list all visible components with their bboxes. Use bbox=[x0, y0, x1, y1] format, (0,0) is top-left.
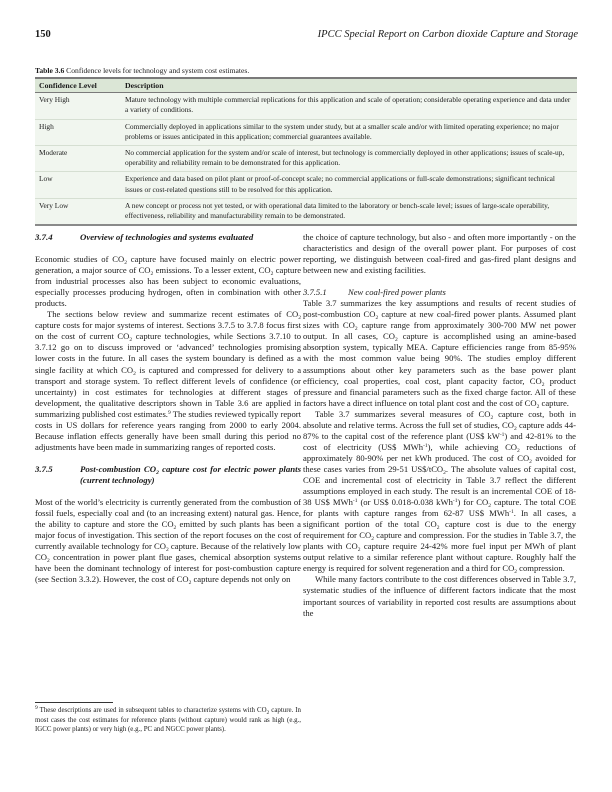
text-run: capture. bbox=[539, 397, 569, 408]
table-row bbox=[35, 198, 577, 225]
subscript: 2 bbox=[173, 525, 177, 532]
subscript: 2 bbox=[375, 315, 379, 322]
subscript: 2 bbox=[124, 260, 127, 267]
text-run: Post-combustion CO bbox=[80, 463, 157, 474]
footnote bbox=[35, 706, 301, 735]
table-row bbox=[35, 172, 577, 198]
text-run: . The absolute values of capital cost, COE and incremental cost of electricity in Table 3.7 reflect the different assumptions employed in each study. The result is an incremental COE of 18-38 US$ MWh bbox=[303, 463, 576, 508]
superscript: -1 bbox=[423, 442, 428, 449]
spacer bbox=[35, 243, 301, 254]
text-run: is captured and compressed for delivery to a transport and storage system. To reflect different levels of confidence (or uncertainty) in cost estimates for technologies at different stages of development, the qualitative descriptors shown in Table 3.6 are applied in summarizing published cost estimates. bbox=[35, 364, 302, 419]
subscript: 2 bbox=[133, 370, 136, 377]
superscript: -1 bbox=[452, 498, 458, 505]
description-cell: Mature technology with multiple commercial replications for this application and scale of operation; considerable operating experience and data under a variety of conditions. bbox=[125, 95, 571, 115]
paragraph bbox=[35, 497, 301, 585]
text-run: emitted by such plants has been a major focus of investigation. This section of the report focuses on the cost of currently available technology for CO bbox=[35, 519, 301, 552]
section-heading-3-7-5 bbox=[35, 464, 301, 486]
subscript: 2 bbox=[394, 337, 398, 344]
subscript: 2 bbox=[529, 458, 532, 465]
text-run: capture technologies, while Sections 3.7.10 to 3.7.12 go on to discuss improved or ‘advanced’ technologies promising lower costs in the future. In all cases the system boundary is defined as a single facility at which CO bbox=[35, 331, 301, 375]
subscript: 2 bbox=[436, 525, 440, 532]
paragraph bbox=[35, 254, 301, 309]
subscript: 2 bbox=[517, 447, 520, 454]
text-run: ), while achieving CO bbox=[427, 441, 518, 452]
text-run: capture. Because of the relatively low CO bbox=[35, 541, 301, 563]
section-heading-3-7-4 bbox=[35, 232, 301, 243]
table-row bbox=[35, 119, 577, 145]
description-cell: Commercially deployed in applications similar to the system under study, but at a smaller scale and/or with limited operating experience; no major problems or issues anticipated in this application; commercial guarantees available. bbox=[125, 121, 559, 141]
subscript: 2 bbox=[298, 315, 301, 322]
table-header-row bbox=[35, 78, 577, 93]
left-column bbox=[35, 232, 301, 585]
text-run: The studies reviewed typically report costs in US dollars for reference years ranging from 2000 to early 2004. Because inflation effects generally have been small during this period no adjustments have been made in summarizing ranges of reported costs. bbox=[35, 408, 301, 452]
section-title bbox=[80, 464, 301, 486]
text-run: concentration in power plant flue gases, chemical absorption systems have been the dominant technology of interest for post-combustion capture (see Section 3.3.2). However, the cost of CO bbox=[35, 552, 301, 585]
text-run: capture depends not only on bbox=[191, 574, 291, 585]
text-run: capture cost is due to the energy requirement for CO bbox=[303, 519, 576, 541]
footnote-divider bbox=[35, 702, 113, 703]
subscript: 2 bbox=[443, 469, 446, 476]
footnote-reference[interactable]: 9 bbox=[167, 409, 171, 416]
subscript: 2 bbox=[354, 326, 358, 333]
superscript: -1 bbox=[509, 509, 514, 516]
section-title: Overview of technologies and systems evaluated bbox=[80, 232, 254, 242]
text-run: capture cost, both in absolute and relative terms. Across the full set of studies, CO bbox=[303, 408, 576, 430]
text-run: ) for CO bbox=[457, 497, 489, 508]
subscript: 2 bbox=[541, 381, 545, 388]
subscript: 2 bbox=[150, 271, 154, 278]
table-row bbox=[35, 93, 577, 119]
subscript: 2 bbox=[129, 337, 133, 344]
column-header-level: Confidence Level bbox=[39, 81, 97, 90]
paragraph bbox=[35, 309, 301, 453]
running-header: IPCC Special Report on Carbon dioxide Capture and Storage bbox=[317, 29, 578, 40]
table-caption bbox=[35, 66, 249, 75]
subsection-heading-3-7-5-1 bbox=[303, 287, 576, 298]
page-number: 150 bbox=[35, 29, 51, 40]
description-cell: No commercial application for the system and/or scale of interest, but technology is commercially deployed in other applications; issues of scale-up, operability and reliability remain to be demonstrated for this application. bbox=[125, 148, 565, 168]
subscript: 2 bbox=[357, 547, 361, 554]
text-run: capture adds 44-87% to the capital cost of the reference plant (US$ kW bbox=[303, 419, 576, 441]
subsection-title: New coal-fired power plants bbox=[348, 287, 446, 298]
text-run: emissions. To a lesser extent, CO bbox=[153, 265, 271, 276]
section-number: 3.7.4 bbox=[35, 232, 53, 242]
spacer bbox=[35, 486, 301, 497]
confidence-level-cell: Low bbox=[39, 174, 53, 184]
subscript: 2 bbox=[270, 271, 274, 278]
description-cell: A new concept or process not yet tested, or with operational data limited to the laboratory or bench-scale level; issues of large-scale operability, effectiveness, reliability and manufacturability remain to be demonstrated. bbox=[125, 200, 550, 221]
subscript: 2 bbox=[266, 710, 270, 716]
text-run: product pressure and financial parameters such as the fixed charge factor. All of these factors have a direct influence on total plant cost and the cost of CO bbox=[303, 375, 576, 408]
confidence-level-cell: Very High bbox=[39, 95, 70, 105]
subscript: 2 bbox=[371, 536, 374, 543]
subscript: 2 bbox=[488, 503, 491, 510]
subscript: 2 bbox=[188, 580, 192, 587]
table-caption-text: Confidence levels for technology and system cost estimates. bbox=[64, 66, 250, 75]
text-run: capture costs for major systems of interest. Sections 3.7.5 to 3.7.8 focus first on the cost of current CO bbox=[35, 320, 301, 342]
text-run: capture have focused mainly on electric power generation, a major source of CO bbox=[35, 254, 301, 276]
subscript: 2 bbox=[490, 414, 494, 421]
text-run: ) and 42-81% to the cost of electricity (US$ MWh bbox=[303, 430, 576, 452]
subscript: 2 bbox=[514, 425, 517, 432]
text-run: capture at new coal-fired power plants. Assumed plant sizes with CO bbox=[303, 309, 576, 331]
text-run: reductions of approximately 80-90% per net kWh produced. The cost of CO bbox=[303, 441, 576, 463]
confidence-level-cell: Moderate bbox=[39, 148, 68, 158]
text-run: Table 3.7 summarizes the key assumptions and results of recent studies of post-combustion CO bbox=[303, 298, 576, 320]
text-run: compression. bbox=[517, 563, 565, 574]
text-run: capture from industrial processes also has been subject to economic evaluations, especially processes producing hydrogen, often in combination with other products. bbox=[35, 265, 302, 309]
description-cell: Experience and data based on pilot plant or proof-of-concept scale; no commercial applications or full-scale demonstrations; significant technical issues or cost-related questions still to be resolved for this application. bbox=[125, 174, 555, 194]
text-run: capture cost for electric power plants (current technology) bbox=[80, 463, 302, 485]
text-run: The sections below review and summarize recent estimates of CO bbox=[47, 309, 299, 320]
text-run: These descriptions are used in subsequent tables to characterize systems with CO bbox=[37, 707, 267, 714]
spacer bbox=[303, 276, 576, 287]
footnote-mark: 9 bbox=[35, 705, 38, 711]
confidence-level-cell: High bbox=[39, 121, 54, 131]
text-run: Economic studies of CO bbox=[35, 254, 125, 265]
spacer bbox=[35, 453, 301, 464]
text-run: Most of the world’s electricity is currently generated from the combustion of fossil fuels, especially coal and (to an increasing extent) natural gas. Hence, the ability to capture and store the CO bbox=[35, 496, 301, 530]
text-run: capture range from approximately 300-700 MW net power output. In all cases, CO bbox=[303, 320, 577, 342]
right-column bbox=[303, 232, 576, 619]
section-number: 3.7.5 bbox=[35, 463, 53, 474]
text-run: avoided for these cases varies from 29-51 US$/tCO bbox=[303, 452, 576, 474]
column-header-description: Description bbox=[125, 81, 164, 90]
text-run: capture and compression. For the studies in Table 3.7, the plants with CO bbox=[303, 530, 576, 552]
paragraph-continued: the choice of capture technology, but also - and often more importantly - on the characteristics and design of the overall power plant. For purposes of cost reporting, we distinguish between coal-fired and gas-fired plant designs and between new and existing facilities. bbox=[303, 232, 576, 276]
paragraph bbox=[303, 298, 576, 408]
text-run: Table 3.7 summarizes several measures of CO bbox=[315, 408, 491, 419]
subsection-number: 3.7.5.1 bbox=[303, 287, 327, 298]
text-run: capture. In most cases the cost estimates for reference plants (without capture) would rank as high (e.g., IGCC power plants) or very high (e.g., PC and NGCC power plants). bbox=[35, 707, 301, 734]
text-run: capture require 24-42% more fuel input per MWh of plant output relative to a similar reference plant without capture. Roughly half the energy is required for solvent regeneration and a third for CO bbox=[303, 541, 576, 574]
subscript: 2 bbox=[514, 569, 518, 576]
superscript: -1 bbox=[499, 431, 505, 438]
table-row bbox=[35, 146, 577, 172]
confidence-table bbox=[35, 77, 577, 226]
subscript: 2 bbox=[165, 547, 169, 554]
text-run: (or US$ 0.018-0.038 kWh bbox=[357, 497, 453, 508]
text-run: capture. The total COE for plants with capture ranges from 62-87 US$ MWh bbox=[303, 497, 576, 519]
confidence-level-cell: Very Low bbox=[39, 200, 69, 210]
table-label: Table 3.6 bbox=[35, 66, 65, 75]
superscript: -1 bbox=[352, 498, 358, 505]
paragraph bbox=[303, 409, 576, 575]
subscript: 2 bbox=[536, 403, 540, 410]
subscript: 2 bbox=[156, 469, 159, 476]
text-run: capture is accomplished using an amine-based absorption system, typically MEA. Capture efficiencies range from 85-95% with the most common value being 90%. The studies employ different assumptions about other key parameters such as the base power plant efficiency, coal properties, coal cost, plant capacity factor, CO bbox=[303, 331, 577, 386]
text-run: . In all cases, a significant portion of the total CO bbox=[303, 508, 576, 530]
paragraph: While many factors contribute to the cost differences observed in Table 3.7, systematic studies of the influence of different factors indicate that the most important sources of variability in reported cost results are assumptions about the bbox=[303, 574, 576, 618]
subscript: 2 bbox=[46, 558, 50, 565]
